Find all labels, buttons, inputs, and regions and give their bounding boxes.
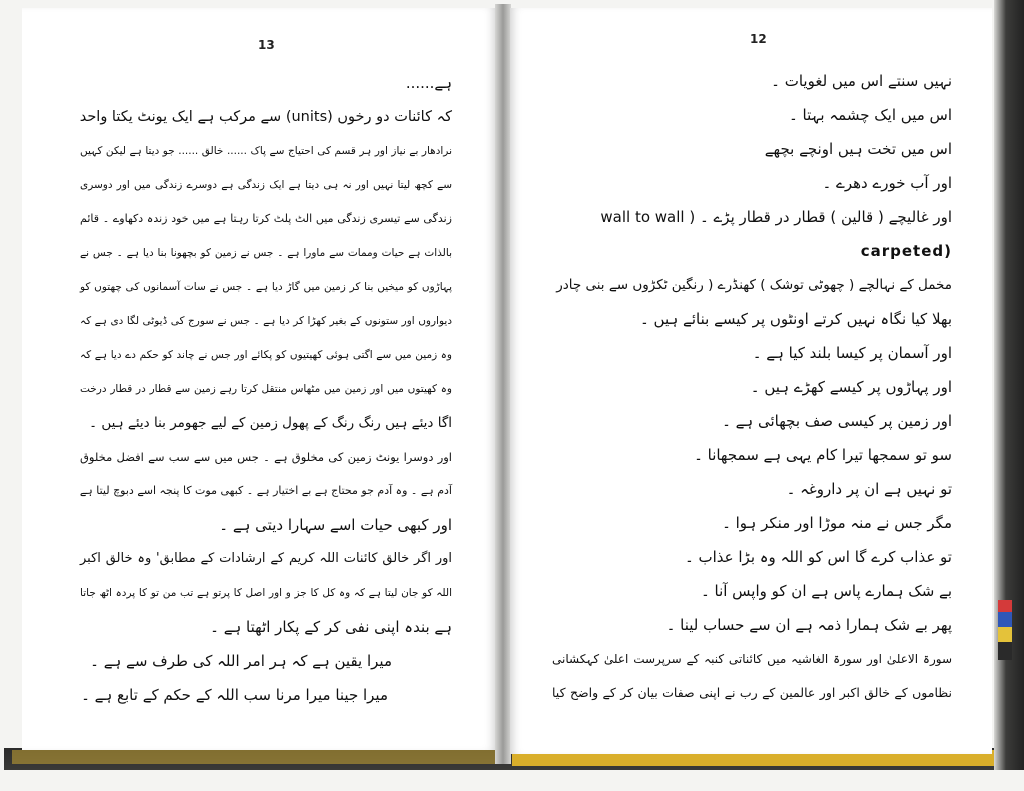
text-line: سو تو سمجھا تیرا کام یہی ہے سمجھانا ۔ [694,446,952,464]
text-line: اور کبھی حیات اسے سہارا دیتی ہے ۔ [219,516,452,534]
text-line: اگا دیئے ہیں رنگ رنگ کے پھول زمین کے لیے جھومر بنا دیئے ہیں ۔ [89,415,452,431]
text-line: مگر جس نے منہ موڑا اور منکر ہوا ۔ [722,514,952,532]
text-line: پھر بے شک ہمارا ذمہ ہے ان سے حساب لینا ۔ [666,616,952,634]
book-spine [495,4,511,764]
text-line: ہے بندہ اپنی نفی کر کے پکار اٹھتا ہے ۔ [210,618,452,636]
text-line: زندگی سے تیسری زندگی میں الٹ پلٹ کرتا رہتا ہے میں خود زندہ دکھاوے ۔ قائم [80,212,452,225]
text-line: وہ زمین میں سے اگتی ہوئی کھیتیوں کو پکائے اور جس نے چاند کو حکم دے دیا ہے کہ [80,349,452,361]
text-line: اور دوسرا یونٹ زمین کی مخلوق ہے ۔ جس میں سے سب سے افضل مخلوق [80,450,452,464]
text-line: پہاڑوں کو میخیں بنا کر زمین میں گاڑ دیا ہے ۔ جس نے سات آسمانوں کی چھتوں کو [80,281,452,293]
text-line: اور اگر خالق کائنات اللہ کریم کے ارشادات کے مطابق' وہ خالق اکبر [80,551,452,566]
left-page-number: 13 [258,38,275,52]
left-page-text [80,72,452,712]
text-line: اس میں تخت ہیں اونچے بچھے [764,140,952,158]
text-line: میرا یقین ہے کہ ہر امر اللہ کی طرف سے ہے ۔ [90,652,392,670]
text-line: سے کچھ لیتا نہیں اور نہ ہی دیتا ہے ایک زندگی ہے دوسرے زندگی میں اور دوسری [80,179,452,191]
text-line: بھلا کیا نگاہ نہیں کرتے اونٹوں پر کیسے بنائے ہیں ۔ [640,310,952,328]
text-line: سورۃ الاعلیٰ اور سورۃ الغاشیہ میں کائناتی کنبہ کے سرپرست اعلیٰ کہکشانی [552,652,952,666]
text-line: اور آسمان پر کیسا بلند کیا ہے ۔ [752,344,952,362]
text-line: تو عذاب کرے گا اس کو اللہ وہ بڑا عذاب ۔ [684,548,952,566]
right-page-text [552,70,952,700]
left-page [22,8,496,750]
text-line: میرا جینا میرا مرنا سب اللہ کے حکم کے تابع ہے ۔ [81,686,388,704]
text-line: اور پہاڑوں پر کیسے کھڑے ہیں ۔ [750,378,952,396]
cover-color-stripes [998,600,1012,660]
text-line: نظاموں کے خالق اکبر اور عالمین کے رب نے اپنی صفات بیان کر کے واضح کیا [552,685,952,700]
text-line: نرادھار بے نیاز اور ہر قسم کی احتیاج سے پاک ...... خالق ...... جو دیتا ہے لیکن کہیں [80,145,452,157]
right-page-number: 12 [750,32,767,46]
page-edge-left [12,750,500,764]
text-line: carpeted) [860,242,952,260]
text-line: اور غالیچے ( قالین ) قطار در قطار پڑے ۔ ( wall to wall [600,208,952,226]
right-page [510,8,992,754]
text-line: اللہ کو جان لیتا ہے کہ وہ کل کا جز و اور اصل کا پرتو ہے تب من تو کا پردہ اٹھ جاتا [80,587,452,599]
text-line: نہیں سنتے اس میں لغویات ۔ [771,72,952,90]
text-line: کہ کائنات دو رخوں (units) سے مرکب ہے ایک یونٹ یکتا واحد [79,109,452,125]
text-line: اس میں ایک چشمہ بہتا ۔ [788,106,952,124]
text-line: بے شک ہمارے پاس ہے ان کو واپس آنا ۔ [700,582,952,600]
text-line: دیواروں اور ستونوں کے بغیر کھڑا کر دیا ہے ۔ جس نے سورج کی ڈیوٹی لگا دی ہے کہ [80,315,452,327]
text-line: اور آب خورے دھرے ۔ [822,174,952,192]
text-line: اور زمین پر کیسی صف بچھائی ہے ۔ [722,412,952,430]
text-line: مخمل کے نہالچے ( چھوٹی توشک ) کھنڈرے ( رنگین ٹکڑوں سے بنی چادر [556,277,952,293]
text-line: وہ کھیتوں میں اور زمین میں مٹھاس منتقل کرتا رہے زمین سے قطار در قطار درخت [80,383,452,395]
text-line: بالذات ہے حیات وممات سے ماورا ہے ۔ جس نے زمین کو بچھونا بنا دیا ہے ۔ جس نے [80,247,452,259]
text-line: ہے...... [405,74,452,92]
text-line: تو نہیں ہے ان پر داروغہ ۔ [786,480,952,498]
text-line: آدم ہے ۔ وہ آدم جو محتاج ہے بے اختیار ہے ۔ کبھی موت کا پنجہ اسے دبوچ لیتا ہے [79,484,452,497]
